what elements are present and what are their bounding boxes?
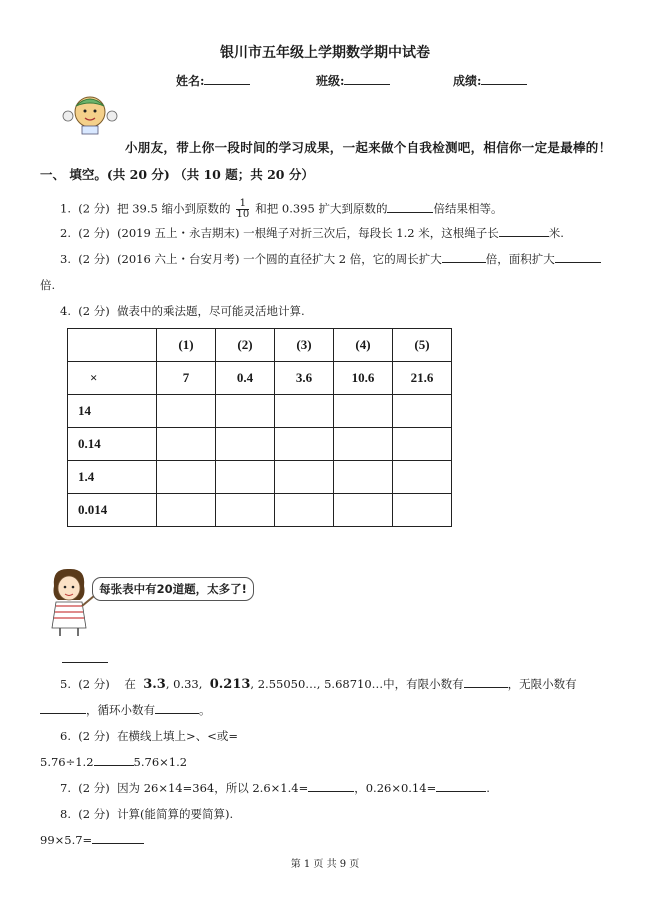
answer-cell[interactable]: [275, 461, 334, 494]
question-1: 1. (2 分) 把 39.5 缩小到原数的 $\frac{1}{10}$ 和把 0.395 扩大到原数的 倍结果相等。: [60, 198, 503, 220]
answer-cell[interactable]: [157, 494, 216, 527]
answer-cell[interactable]: [334, 395, 393, 428]
table-cell: (3): [275, 329, 334, 362]
class-field[interactable]: [316, 72, 390, 89]
cartoon-boy-illustration: [58, 92, 122, 136]
table-cell: 0.014: [68, 494, 157, 527]
question-4: 4. (2 分) 做表中的乘法题，尽可能灵活地计算.: [60, 304, 305, 318]
table-cell: (1): [157, 329, 216, 362]
class-blank[interactable]: [344, 73, 390, 85]
q5-blank-2[interactable]: [40, 702, 86, 714]
answer-cell[interactable]: [275, 428, 334, 461]
table-cell: [68, 329, 157, 362]
q6-blank[interactable]: [94, 754, 134, 766]
question-6: 6. (2 分) 在横线上填上>、<或=: [60, 729, 238, 743]
answer-line-4[interactable]: [62, 662, 108, 663]
q8-blank[interactable]: [92, 832, 144, 844]
answer-cell[interactable]: [216, 494, 275, 527]
cartoon-girl-illustration: [42, 566, 96, 638]
table-row: [68, 494, 452, 527]
question-5: 5. (2 分) 在 3.3, 0.33, 0.213, 2.55050…, 5.68710…中，有限小数有 ，无限小数有: [60, 677, 577, 692]
table-header-row: [68, 329, 452, 362]
table-row: [68, 428, 452, 461]
table-row: [68, 395, 452, 428]
table-cell: 7: [157, 362, 216, 395]
q7-blank-1[interactable]: [308, 780, 354, 792]
table-cell: (5): [393, 329, 452, 362]
answer-cell[interactable]: [393, 428, 452, 461]
answer-cell[interactable]: [275, 395, 334, 428]
intro-text: 小朋友，带上你一段时间的学习成果，一起来做个自我检测吧，相信你一定是最棒的！: [125, 140, 612, 155]
q3-blank-2[interactable]: [555, 251, 601, 263]
answer-cell[interactable]: [393, 395, 452, 428]
answer-cell[interactable]: [216, 428, 275, 461]
answer-cell[interactable]: [334, 461, 393, 494]
table-cell: 1.4: [68, 461, 157, 494]
answer-cell[interactable]: [334, 494, 393, 527]
score-blank[interactable]: [481, 73, 527, 85]
question-3-cont: 倍.: [40, 278, 56, 292]
table-row: [68, 461, 452, 494]
answer-cell[interactable]: [216, 395, 275, 428]
answer-cell[interactable]: [157, 428, 216, 461]
question-5-cont: ，循环小数有 。: [40, 702, 211, 718]
table-cell: 21.6: [393, 362, 452, 395]
table-cell: 0.4: [216, 362, 275, 395]
question-7: 7. (2 分) 因为 26×14=364，所以 2.6×1.4= ，0.26×0.14= .: [60, 781, 490, 795]
page-title: 银川市五年级上学期数学期中试卷: [220, 45, 430, 61]
table-cell: (2): [216, 329, 275, 362]
q3-blank-1[interactable]: [442, 251, 486, 263]
repeating-decimal-3-3: 3.3: [143, 677, 166, 692]
table-cell: 14: [68, 395, 157, 428]
table-cell: (4): [334, 329, 393, 362]
repeating-decimal-0-213: 0.213: [209, 677, 251, 692]
q7-blank-2[interactable]: [436, 780, 486, 792]
question-6-expr: 5.76÷1.2 5.76×1.2: [40, 755, 188, 769]
q5-blank-3[interactable]: [155, 702, 199, 714]
answer-cell[interactable]: [334, 428, 393, 461]
speech-bubble: 每张表中有20道题，太多了!: [92, 577, 254, 601]
answer-cell[interactable]: [275, 494, 334, 527]
question-8-expr: 99×5.7=: [40, 832, 144, 847]
fraction-one-tenth: $\frac{1}{10}$: [236, 198, 250, 220]
q5-blank-1[interactable]: [464, 676, 508, 688]
class-label: 班级:: [316, 74, 345, 88]
section-heading: 一、 填空。(共 20 分) （共 10 题；共 20 分）: [40, 167, 314, 182]
question-2: 2. (2 分) (2019 五上・永吉期末) 一根绳子对折三次后，每段长 1.2 米，这根绳子长 米.: [60, 226, 564, 240]
score-field[interactable]: [453, 72, 527, 89]
page-footer: 第 1 页 共 9 页: [290, 859, 360, 870]
answer-cell[interactable]: [393, 461, 452, 494]
table-cell: 10.6: [334, 362, 393, 395]
name-blank[interactable]: [204, 73, 250, 85]
q1-blank[interactable]: [387, 201, 433, 213]
table-row: [68, 362, 452, 395]
question-3: 3. (2 分) (2016 六上・台安月考) 一个圆的直径扩大 2 倍，它的周长扩大 倍，面积扩大: [60, 251, 601, 267]
table-cell: ×: [68, 362, 157, 395]
answer-cell[interactable]: [393, 494, 452, 527]
name-field[interactable]: [176, 72, 250, 89]
name-label: 姓名:: [176, 74, 205, 88]
question-8: 8. (2 分) 计算(能简算的要简算).: [60, 807, 234, 821]
score-label: 成绩:: [453, 74, 482, 88]
q2-blank[interactable]: [499, 225, 549, 237]
answer-cell[interactable]: [157, 461, 216, 494]
table-cell: 3.6: [275, 362, 334, 395]
table-cell: 0.14: [68, 428, 157, 461]
answer-cell[interactable]: [216, 461, 275, 494]
answer-cell[interactable]: [157, 395, 216, 428]
multiplication-table: [67, 328, 452, 527]
